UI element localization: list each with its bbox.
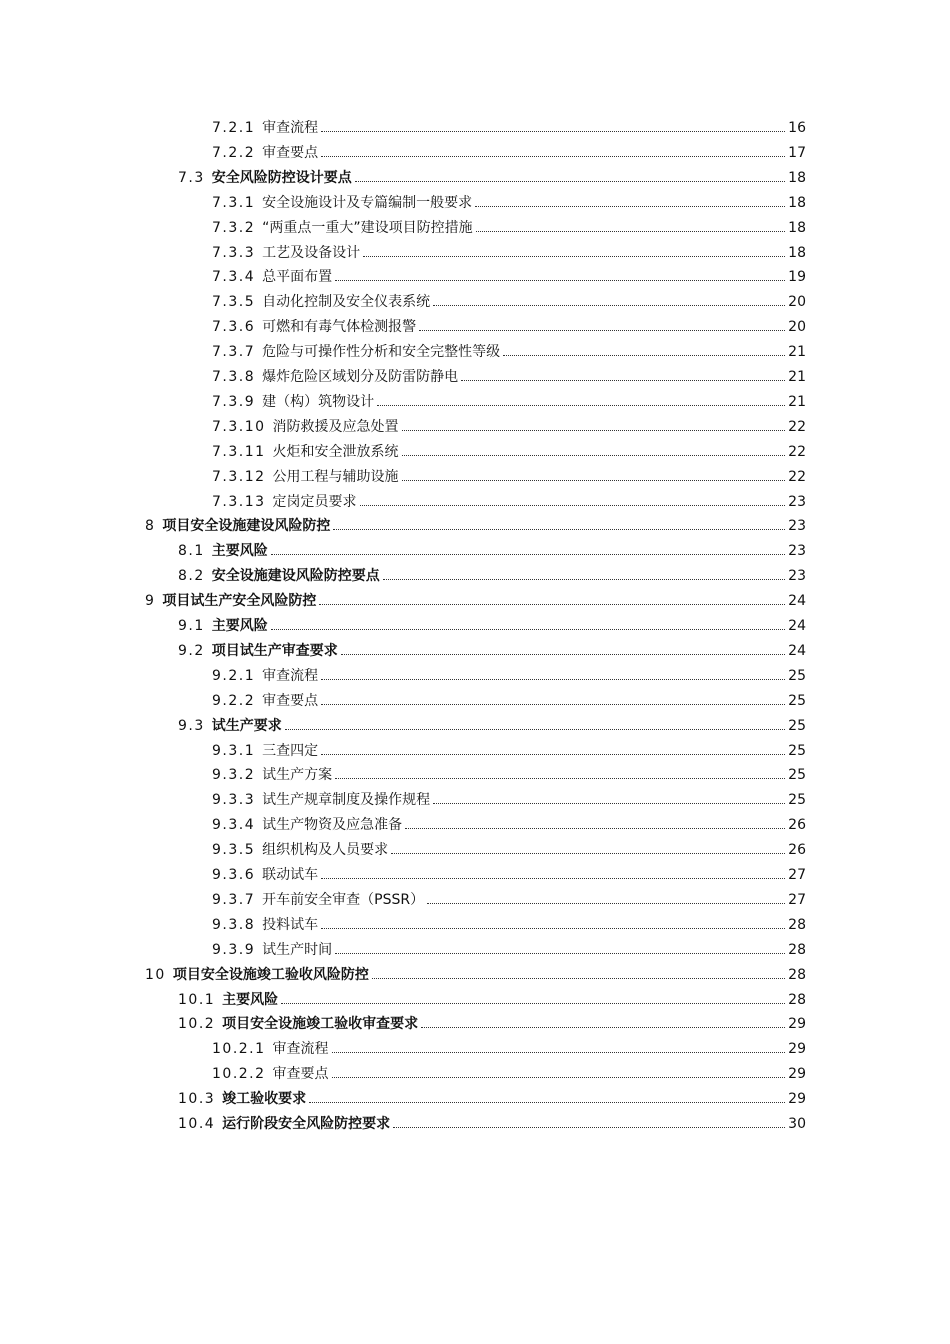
toc-entry-title [212,318,416,336]
toc-entry[interactable] [212,665,806,685]
toc-page-number: 24 [788,642,806,659]
toc-dot-leader [335,952,785,954]
toc-entry-number: 7.3.6 [212,319,256,336]
toc-entry-number: 7.3.2 [212,219,256,236]
toc-entry-text: 主要风险 [211,618,268,634]
toc-entry[interactable] [212,217,806,237]
toc-entry-text: 竣工验收要求 [222,1091,307,1108]
toc-entry-title [212,916,318,934]
toc-entry[interactable] [212,814,806,834]
toc-entry-text: 安全设施建设风险防控要点 [211,568,380,585]
toc-entry-title [212,667,318,685]
toc-entry-text: 审查流程 [262,120,319,136]
toc-entry-text: 联动试车 [262,867,319,883]
toc-entry-title [178,1115,390,1133]
toc-entry-text: 试生产规章制度及操作规程 [262,792,431,809]
toc-entry-number: 7.2.1 [212,120,256,136]
toc-page-number: 21 [788,344,806,361]
toc-entry-number: 10 [145,966,166,983]
toc-entry-title [212,766,332,784]
toc-entry-number: 9.1 [178,618,205,634]
toc-page-number: 28 [788,916,806,933]
toc-entry-text: 主要风险 [211,543,268,560]
toc-entry-title [212,493,357,511]
toc-entry-text: “两重点一重大”建设项目防控措施 [262,219,473,236]
toc-entry[interactable] [178,565,806,585]
toc-entry[interactable] [212,839,806,859]
toc-entry-number: 10.1 [178,991,216,1008]
toc-entry-number: 9.2 [178,642,205,659]
toc-entry-text: 安全风险防控设计要点 [211,169,352,186]
toc-entry-title [178,1015,418,1033]
toc-dot-leader [383,578,785,580]
toc-dot-leader [405,827,785,829]
toc-page-number: 23 [788,518,806,535]
toc-dot-leader [335,279,785,281]
toc-entry-title [212,244,360,262]
toc-page-number: 24 [788,593,806,610]
toc-entry-text: 危险与可操作性分析和安全完整性等级 [262,344,501,361]
toc-entry[interactable] [212,291,806,311]
toc-entry-text: 项目试生产审查要求 [211,642,338,659]
toc-page-number: 21 [788,393,806,410]
toc-entry-text: 消防救援及应急处置 [272,418,399,435]
toc-dot-leader [321,877,785,879]
toc-entry[interactable] [178,615,806,635]
toc-entry[interactable] [212,192,806,212]
toc-entry-number: 10.2.2 [212,1066,266,1083]
toc-page-number: 22 [788,418,806,435]
toc-entry-number: 9.3.4 [212,817,256,834]
toc-entry-text: 项目试生产安全风险防控 [162,593,317,610]
toc-entry-text: 火炬和安全泄放系统 [272,443,399,460]
toc-entry-number: 7.3.13 [212,493,266,510]
toc-page-number: 23 [788,493,806,510]
toc-entry-title [145,592,316,610]
toc-page-number: 26 [788,842,806,859]
toc-entry-title [212,1065,329,1083]
toc-entry-title [145,966,369,984]
toc-entry-title [212,368,458,386]
toc-dot-leader [475,205,785,207]
toc-dot-leader [321,927,785,929]
toc-entry-title [212,841,388,859]
toc-page-number: 22 [788,443,806,460]
toc-page-number: 26 [788,817,806,834]
toc-entry[interactable] [178,540,806,560]
toc-entry-number: 9.2.1 [212,667,256,684]
toc-dot-leader [321,703,785,705]
toc-entry-text: 项目安全设施竣工验收审查要求 [222,1016,419,1033]
toc-dot-leader [363,255,785,257]
toc-dot-leader [503,354,785,356]
toc-dot-leader [335,777,785,779]
toc-page-number: 18 [788,169,806,186]
toc-entry-title [212,941,332,959]
toc-entry-text: 试生产方案 [262,767,333,784]
toc-entry-number: 9.2.2 [212,692,256,709]
toc-page-number: 25 [788,742,806,759]
toc-entry[interactable] [212,491,806,511]
toc-entry-title [212,393,374,411]
toc-entry-number: 7.3.9 [212,393,256,410]
toc-entry[interactable] [178,640,806,660]
toc-dot-leader [393,1126,785,1128]
toc-entry[interactable] [145,515,806,535]
toc-entry-text: 审查要点 [262,144,319,161]
toc-entry-number: 10.2.1 [212,1041,266,1058]
toc-entry-title [178,1090,306,1108]
toc-entry-number: 7.3.11 [212,443,266,460]
toc-entry-number: 7.3 [178,169,205,186]
toc-page-number: 20 [788,294,806,311]
toc-page-number: 18 [788,194,806,211]
toc-entry-text: 总平面布置 [262,269,333,286]
toc-page-number: 25 [788,692,806,709]
toc-entry-title [212,891,424,909]
toc-entry-text: 运行阶段安全风险防控要求 [222,1116,391,1132]
toc-entry[interactable] [178,1013,806,1033]
toc-page-number: 28 [788,966,806,983]
toc-dot-leader [360,504,786,506]
toc-page-number: 17 [788,144,806,161]
toc-entry-number: 8.2 [178,568,205,585]
toc-entry-number: 7.3.8 [212,369,256,385]
toc-entry-title [212,443,399,461]
toc-entry[interactable] [212,242,806,262]
toc-page-number: 25 [788,792,806,809]
toc-entry-number: 7.3.12 [212,468,266,485]
toc-entry-title [212,343,500,361]
toc-entry[interactable] [178,1088,806,1108]
toc-entry[interactable] [212,764,806,784]
toc-entry-number: 9.3.5 [212,842,256,859]
toc-page-number: 27 [788,891,806,908]
toc-page-number: 29 [788,1066,806,1083]
toc-entry[interactable] [212,690,806,710]
toc-entry-title [212,816,402,834]
toc-dot-leader [281,1002,785,1004]
toc-entry[interactable] [212,266,806,286]
toc-entry-number: 7.3.10 [212,418,266,435]
toc-entry-title [212,791,430,809]
toc-entry[interactable] [212,740,806,760]
toc-entry-text: 爆炸危险区域划分及防雷防静电 [262,369,459,385]
toc-dot-leader [419,329,785,331]
toc-page-number: 18 [788,219,806,236]
toc-entry-title [178,991,278,1009]
toc-entry[interactable] [212,416,806,436]
toc-dot-leader [377,404,785,406]
toc-entry-text: 自动化控制及安全仪表系统 [262,294,431,311]
toc-entry[interactable] [212,142,806,162]
toc-page-number: 25 [788,667,806,684]
toc-entry-number: 8 [145,518,156,535]
toc-entry[interactable] [178,989,806,1009]
toc-dot-leader [433,802,785,804]
toc-page-number: 25 [788,767,806,784]
toc-dot-leader [285,728,785,730]
toc-entry-text: 安全设施设计及专篇编制一般要求 [262,194,473,211]
toc-page-number: 29 [788,1041,806,1058]
toc-page-number: 28 [788,941,806,958]
toc-entry-text: 公用工程与辅助设施 [272,468,399,485]
toc-dot-leader [319,603,785,605]
toc-entry[interactable] [212,316,806,336]
toc-entry-number: 7.3.5 [212,294,256,311]
toc-page-number: 19 [788,269,806,286]
toc-page-number: 25 [788,717,806,734]
toc-entry-title [212,1040,329,1058]
toc-dot-leader [402,429,786,431]
toc-dot-leader [332,1076,786,1078]
toc-entry-number: 9.3.7 [212,891,256,908]
toc-page-number: 24 [788,618,806,634]
toc-entry[interactable] [212,939,806,959]
toc-dot-leader [372,977,785,979]
toc-entry[interactable] [178,167,806,187]
toc-dot-leader [321,155,785,157]
toc-page-number: 29 [788,1016,806,1033]
toc-entry-number: 9.3.1 [212,742,256,759]
toc-entry[interactable] [212,341,806,361]
toc-dot-leader [461,379,785,381]
toc-entry-title [212,144,318,162]
toc-page-number: 23 [788,568,806,585]
toc-entry-title [212,219,473,237]
toc-entry[interactable] [212,889,806,909]
toc-entry[interactable] [212,914,806,934]
toc-entry-text: 建（构）筑物设计 [262,393,375,410]
toc-entry[interactable] [212,864,806,884]
toc-entry-number: 9 [145,593,156,610]
toc-dot-leader [321,130,785,132]
toc-entry-number: 7.2.2 [212,144,256,161]
toc-entry-number: 9.3.6 [212,867,256,883]
toc-entry-text: 试生产物资及应急准备 [262,817,403,834]
toc-entry[interactable] [212,1038,806,1058]
toc-dot-leader [332,1051,786,1053]
toc-entry-title [212,418,399,436]
toc-entry-text: 试生产要求 [211,717,282,734]
toc-entry-number: 9.3.3 [212,792,256,809]
toc-entry-number: 8.1 [178,543,205,560]
toc-entry[interactable] [145,964,806,984]
toc-entry-text: 开车前安全审查（PSSR） [262,891,425,908]
toc-entry[interactable] [212,117,806,137]
toc-entry-text: 可燃和有毒气体检测报警 [262,319,417,336]
toc-entry[interactable] [145,590,806,610]
toc-entry[interactable] [212,366,806,386]
toc-entry-text: 组织机构及人员要求 [262,842,389,859]
toc-dot-leader [402,454,786,456]
toc-entry-number: 10.2 [178,1016,216,1033]
toc-page-number: 21 [788,369,806,385]
toc-dot-leader [402,479,786,481]
toc-entry-text: 审查要点 [272,1066,329,1083]
toc-dot-leader [321,753,785,755]
toc-entry-title [212,268,332,286]
toc-dot-leader [427,902,785,904]
toc-entry-text: 三查四定 [262,742,319,759]
toc-entry-text: 试生产时间 [262,941,333,958]
toc-dot-leader [355,180,785,182]
toc-entry-title [212,119,318,137]
toc-entry-text: 项目安全设施竣工验收风险防控 [172,966,369,983]
toc-entry-text: 主要风险 [222,991,279,1008]
toc-page-number: 20 [788,319,806,336]
toc-entry[interactable] [212,441,806,461]
toc-dot-leader [321,678,785,680]
toc-entry-number: 10.4 [178,1116,216,1132]
toc-entry-number: 9.3.2 [212,767,256,784]
toc-entry-text: 投料试车 [262,916,319,933]
toc-dot-leader [309,1101,785,1103]
toc-page-number: 22 [788,468,806,485]
toc-entry-text: 审查流程 [262,667,319,684]
toc-page-number: 16 [788,120,806,136]
toc-entry-title [178,717,282,735]
toc-dot-leader [421,1026,785,1028]
toc-entry[interactable] [178,1113,806,1133]
toc-entry-text: 项目安全设施建设风险防控 [162,518,331,535]
toc-entry-title [178,542,268,560]
toc-entry-number: 7.3.4 [212,269,256,286]
toc-entry-number: 9.3.8 [212,916,256,933]
toc-entry-text: 工艺及设备设计 [262,244,361,261]
toc-entry[interactable] [212,789,806,809]
toc-entry-title [178,642,338,660]
toc-dot-leader [476,230,786,232]
toc-entry-number: 9.3.9 [212,941,256,958]
toc-entry-number: 10.3 [178,1091,216,1108]
toc-entry[interactable] [212,1063,806,1083]
toc-entry-title [212,194,472,212]
toc-dot-leader [333,528,785,530]
toc-entry-title [212,468,399,486]
toc-dot-leader [271,628,785,630]
toc-entry-number: 7.3.3 [212,244,256,261]
toc-entry[interactable] [178,715,806,735]
toc-entry-title [178,567,380,585]
toc-entry-title [212,866,318,884]
toc-page-number: 18 [788,244,806,261]
toc-entry-number: 7.3.7 [212,344,256,361]
toc-page-number: 30 [788,1116,806,1132]
toc-entry-number: 9.3 [178,717,205,734]
toc-entry-number: 7.3.1 [212,194,256,211]
toc-entry-title [178,169,352,187]
toc-entry[interactable] [212,391,806,411]
toc-page-number: 23 [788,543,806,560]
toc-page-number: 27 [788,867,806,883]
toc-entry-text: 审查流程 [272,1041,329,1058]
toc-dot-leader [271,553,785,555]
toc-entry-text: 定岗定员要求 [272,493,357,510]
toc-page-number: 29 [788,1091,806,1108]
toc-entry-text: 审查要点 [262,692,319,709]
toc-entry-title [212,293,430,311]
toc-entry-title [212,742,318,760]
toc-dot-leader [433,304,785,306]
toc-entry[interactable] [212,466,806,486]
toc-entry-title [145,517,330,535]
toc-entry-title [178,617,268,635]
toc-dot-leader [341,653,785,655]
toc-dot-leader [391,852,785,854]
toc-page-number: 28 [788,991,806,1008]
toc-entry-title [212,692,318,710]
